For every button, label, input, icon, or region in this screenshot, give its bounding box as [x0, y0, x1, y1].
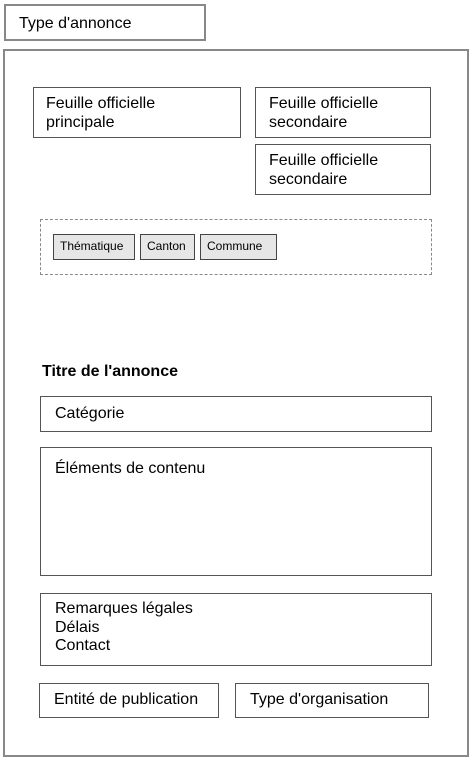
tag-canton: Canton — [140, 234, 195, 260]
feuille-officielle-principale-box: Feuille officielle principale — [33, 87, 241, 138]
categorie-box: Catégorie — [40, 396, 432, 432]
type-organisation-box: Type d'organisation — [235, 683, 429, 718]
feuille-officielle-secondaire-box: Feuille officielle secondaire — [255, 87, 431, 138]
remarques-box: Remarques légales Délais Contact — [40, 593, 432, 666]
elements-contenu-box: Éléments de contenu — [40, 447, 432, 576]
feuille-officielle-secondaire-box: Feuille officielle secondaire — [255, 144, 431, 195]
titre-annonce-heading: Titre de l'annonce — [42, 363, 178, 380]
entite-publication-box: Entité de publication — [39, 683, 219, 718]
tag-thematique: Thématique — [53, 234, 135, 260]
type-annonce-box: Type d'annonce — [4, 4, 206, 41]
tag-commune: Commune — [200, 234, 277, 260]
